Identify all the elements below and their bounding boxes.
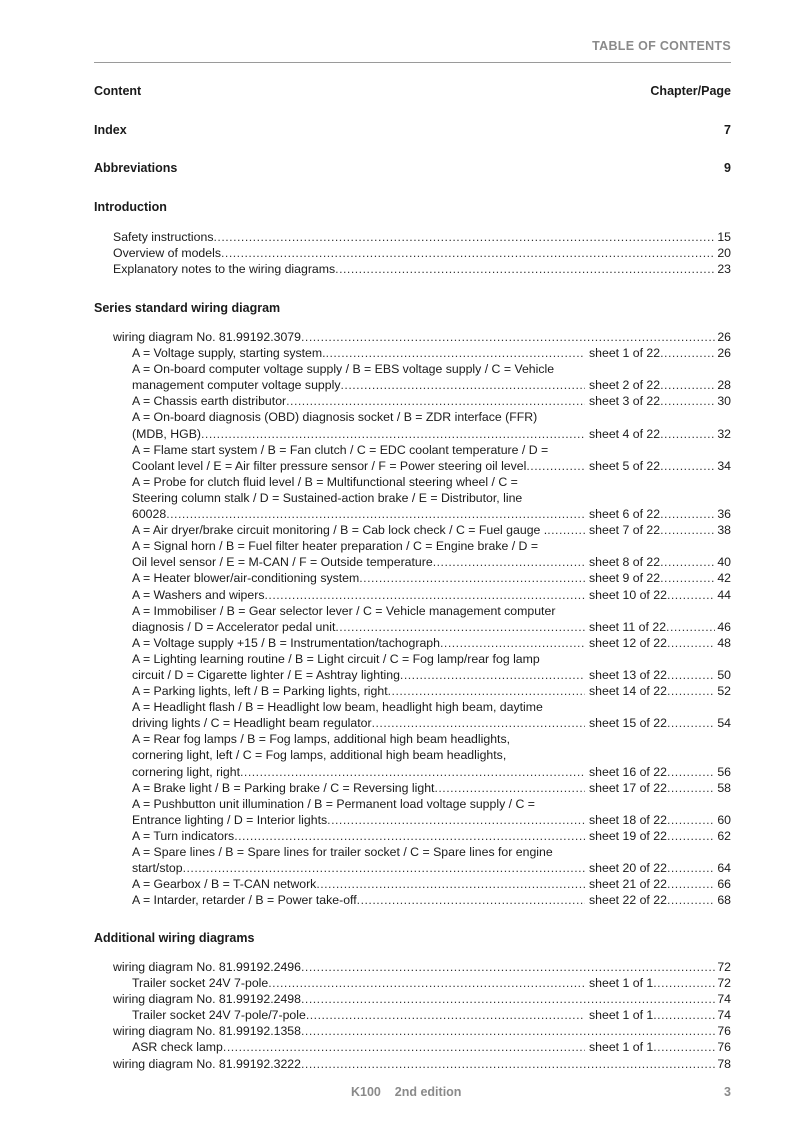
sheet-label: sheet 12 of 22 xyxy=(589,635,667,650)
entry-page: 46 xyxy=(717,619,731,634)
entry-page: 60 xyxy=(717,812,731,827)
footer-edition: K100 2nd edition xyxy=(351,1085,462,1099)
dot-leader xyxy=(660,393,715,409)
entry-page: 58 xyxy=(717,780,731,795)
sheet-desc-line xyxy=(94,538,731,554)
dot-leader xyxy=(183,860,585,876)
dot-leader xyxy=(268,975,585,991)
sheet-entry[interactable] xyxy=(94,345,731,361)
dot-leader xyxy=(667,667,715,683)
entry-text: start/stop xyxy=(132,861,183,876)
dot-leader xyxy=(660,377,715,393)
sheet-last-line xyxy=(94,619,731,635)
sheet-last-line xyxy=(94,892,731,908)
sheet-last-line xyxy=(94,975,731,991)
sheet-desc-part xyxy=(132,570,585,586)
entry-text: Safety instructions xyxy=(113,230,214,244)
header-title: TABLE OF CONTENTS xyxy=(592,39,731,53)
sheet-entry[interactable] xyxy=(94,892,731,908)
sheet-entry[interactable] xyxy=(94,796,731,828)
dot-leader xyxy=(286,393,585,409)
dot-leader xyxy=(264,587,585,603)
entry-text: A = Lighting learning routine / B = Light circuit / C = Fog lamp/rear fog lamp xyxy=(132,651,540,666)
sheet-last-line xyxy=(94,345,731,361)
dot-leader xyxy=(660,554,715,570)
header-divider xyxy=(94,62,731,63)
entry-page: 74 xyxy=(717,992,731,1007)
sheet-desc-line xyxy=(94,474,731,490)
sheet-desc-part xyxy=(132,764,585,780)
sheet-label: sheet 9 of 22 xyxy=(589,571,661,586)
entry-page: 28 xyxy=(717,378,731,393)
entry-page: 76 xyxy=(717,1040,731,1055)
sheet-last-line xyxy=(94,828,731,844)
entry-text: A = Voltage supply +15 / B = Instrumentation/tachograph xyxy=(132,635,440,650)
dot-leader xyxy=(400,667,585,683)
dot-leader xyxy=(223,1039,585,1055)
dot-leader xyxy=(667,715,715,731)
dot-leader xyxy=(301,1023,715,1039)
sheet-desc-part xyxy=(132,619,585,635)
dot-leader xyxy=(667,812,715,828)
entry-page: 54 xyxy=(717,716,731,731)
toc-entry-abbreviations[interactable] xyxy=(94,160,731,176)
sheet-desc-part xyxy=(132,892,585,908)
entry-text: wiring diagram No. 81.99192.2498 xyxy=(113,992,301,1007)
dot-leader xyxy=(213,229,715,245)
dot-leader xyxy=(667,587,715,603)
entry-text: A = Turn indicators xyxy=(132,828,235,843)
dot-leader xyxy=(306,1007,585,1023)
dot-leader xyxy=(653,1007,715,1023)
sheet-label: sheet 15 of 22 xyxy=(589,716,667,731)
dot-leader xyxy=(357,892,585,908)
entry-page: 26 xyxy=(717,346,731,361)
sheet-entry[interactable] xyxy=(94,409,731,441)
sheet-entry[interactable] xyxy=(94,651,731,683)
sheet-last-line xyxy=(94,860,731,876)
sheet-label: sheet 18 of 22 xyxy=(589,812,667,827)
dot-leader xyxy=(221,245,715,261)
entry-page: 72 xyxy=(717,976,731,991)
dot-leader xyxy=(653,975,715,991)
sheet-last-line xyxy=(94,683,731,699)
dot-leader xyxy=(240,764,585,780)
sheet-last-line xyxy=(94,458,731,474)
sheet-label: sheet 17 of 22 xyxy=(589,780,667,795)
sheet-entry[interactable] xyxy=(94,587,731,603)
dot-leader xyxy=(666,619,715,635)
sheet-label: sheet 10 of 22 xyxy=(589,587,667,602)
dot-leader xyxy=(660,570,715,586)
entry-page: 56 xyxy=(717,764,731,779)
sheet-entry[interactable] xyxy=(94,828,731,844)
dot-leader xyxy=(660,522,715,538)
section-title-introduction: Introduction xyxy=(94,200,167,214)
entry-page: 15 xyxy=(717,230,731,244)
sheet-desc-line xyxy=(94,490,731,506)
sheet-desc-part xyxy=(132,812,585,828)
dot-leader xyxy=(301,991,715,1007)
column-headings xyxy=(94,83,731,99)
entry-text: A = Immobiliser / B = Gear selector lever / C = Vehicle management computer xyxy=(132,603,556,618)
sheet-label: sheet 1 of 1 xyxy=(589,1008,654,1023)
entry-text: Oil level sensor / E = M-CAN / F = Outside temperature xyxy=(132,555,433,570)
sheet-last-line xyxy=(94,635,731,651)
sheet-entry[interactable] xyxy=(94,361,731,393)
sheet-entry[interactable] xyxy=(94,876,731,892)
sheet-desc-part xyxy=(132,1007,585,1023)
sheet-label: sheet 5 of 22 xyxy=(589,458,661,473)
entry-page: 74 xyxy=(717,1008,731,1023)
entry-page: 20 xyxy=(717,246,731,261)
sheet-label: sheet 13 of 22 xyxy=(589,667,667,682)
sheet-desc-part xyxy=(132,458,585,474)
sheet-entry[interactable] xyxy=(94,474,731,522)
entry-text: ASR check lamp xyxy=(132,1040,223,1055)
dot-leader xyxy=(301,1056,715,1072)
sheet-label: sheet 16 of 22 xyxy=(589,764,667,779)
dot-leader xyxy=(667,876,715,892)
series-list xyxy=(94,329,731,908)
sheet-last-line xyxy=(94,570,731,586)
entry-text: wiring diagram No. 81.99192.2496 xyxy=(113,960,301,974)
entry-text: A = Rear fog lamps / B = Fog lamps, additional high beam headlights, xyxy=(132,732,511,747)
sheet-label: sheet 8 of 22 xyxy=(589,555,661,570)
entry-text: cornering light, left / C = Fog lamps, additional high beam headlights, xyxy=(132,748,507,763)
entry-page: 38 xyxy=(717,523,731,538)
sheet-desc-line xyxy=(94,603,731,619)
sheet-desc-part xyxy=(132,860,585,876)
additional-list xyxy=(94,959,731,1072)
sheet-desc-line xyxy=(94,844,731,860)
entry-text: wiring diagram No. 81.99192.3222 xyxy=(113,1056,301,1071)
entry-page: 78 xyxy=(717,1056,731,1071)
sheet-desc-part xyxy=(132,345,585,361)
sheet-desc-part xyxy=(132,667,585,683)
sheet-last-line xyxy=(94,506,731,522)
entry-page: 76 xyxy=(717,1024,731,1039)
sheet-label: sheet 4 of 22 xyxy=(589,426,661,441)
sheet-desc-part xyxy=(132,554,585,570)
entry-text: driving lights / C = Headlight beam regulator xyxy=(132,716,372,731)
entry-page: 66 xyxy=(717,877,731,892)
entry-page: 72 xyxy=(717,960,731,974)
entry-text: A = Brake light / B = Parking brake / C = Reversing light xyxy=(132,780,435,795)
sheet-desc-part xyxy=(132,426,585,442)
entry-text: A = Probe for clutch fluid level / B = Multifunctional steering wheel / C = xyxy=(132,474,518,489)
introduction-item[interactable] xyxy=(94,261,731,277)
sheet-desc-part xyxy=(132,683,585,699)
sheet-desc-line xyxy=(94,731,731,747)
entry-text: A = Pushbutton unit illumination / B = Permanent load voltage supply / C = xyxy=(132,796,535,811)
additional-diagram-entry[interactable] xyxy=(94,1023,731,1039)
sheet-desc-part xyxy=(132,635,585,651)
entry-page: 50 xyxy=(717,667,731,682)
dot-leader xyxy=(667,683,715,699)
sheet-entry[interactable] xyxy=(94,442,731,474)
sheet-label: sheet 3 of 22 xyxy=(589,394,661,409)
sheet-label: sheet 19 of 22 xyxy=(589,828,667,843)
dot-leader xyxy=(335,261,715,277)
sheet-last-line xyxy=(94,1039,731,1055)
dot-leader xyxy=(653,1039,715,1055)
dot-leader xyxy=(433,554,585,570)
sheet-last-line xyxy=(94,393,731,409)
series-diagram-entry[interactable] xyxy=(94,329,731,345)
sheet-desc-line xyxy=(94,699,731,715)
dot-leader xyxy=(667,635,715,651)
dot-leader xyxy=(667,892,715,908)
sheet-desc-line xyxy=(94,442,731,458)
introduction-list xyxy=(94,229,731,277)
dot-leader xyxy=(660,345,715,361)
section-title-additional: Additional wiring diagrams xyxy=(94,931,255,945)
entry-page: 23 xyxy=(717,262,731,277)
entry-text: Entrance lighting / D = Interior lights xyxy=(132,812,328,827)
dot-leader xyxy=(359,570,585,586)
dot-leader xyxy=(340,377,585,393)
entry-page: 9 xyxy=(724,161,731,175)
entry-page: 48 xyxy=(717,635,731,650)
sheet-desc-part xyxy=(132,377,585,393)
sheet-desc-part xyxy=(132,876,585,892)
entry-page: 64 xyxy=(717,861,731,876)
sheet-last-line xyxy=(94,764,731,780)
dot-leader xyxy=(667,764,715,780)
dot-leader xyxy=(440,635,585,651)
entry-text: Overview of models xyxy=(113,246,221,261)
sheet-desc-line xyxy=(94,409,731,425)
entry-text: Explanatory notes to the wiring diagrams xyxy=(113,262,336,277)
sheet-desc-part xyxy=(132,587,585,603)
toc-entry-index[interactable] xyxy=(94,122,731,138)
sheet-entry[interactable] xyxy=(94,522,731,538)
sheet-last-line xyxy=(94,780,731,796)
dot-leader xyxy=(660,458,715,474)
entry-text: A = Intarder, retarder / B = Power take-off xyxy=(132,893,357,908)
entry-text: wiring diagram No. 81.99192.3079 xyxy=(113,330,301,344)
entry-text: 60028 xyxy=(132,507,167,522)
entry-text: A = Flame start system / B = Fan clutch / C = EDC coolant temperature / D = xyxy=(132,442,549,457)
sheet-desc-part xyxy=(132,1039,585,1055)
additional-diagram-entry[interactable] xyxy=(94,991,731,1007)
sheet-last-line xyxy=(94,426,731,442)
dot-leader xyxy=(434,780,585,796)
sheet-label: sheet 1 of 22 xyxy=(589,346,661,361)
entry-page: 7 xyxy=(724,123,731,137)
sheet-last-line xyxy=(94,554,731,570)
sheet-entry[interactable] xyxy=(94,731,731,779)
dot-leader xyxy=(667,860,715,876)
section-title-series: Series standard wiring diagram xyxy=(94,301,281,315)
entry-text: A = On-board computer voltage supply / B = EBS voltage supply / C = Vehicle xyxy=(132,362,555,377)
sheet-entry[interactable] xyxy=(94,1007,731,1023)
sheet-label: sheet 22 of 22 xyxy=(589,893,667,908)
entry-text: (MDB, HGB) xyxy=(132,426,201,441)
entry-page: 52 xyxy=(717,684,731,699)
entry-text: A = Air dryer/brake circuit monitoring / B = Cab lock check / C = Fuel gauge . xyxy=(132,523,548,538)
entry-page: 32 xyxy=(717,426,731,441)
entry-page: 36 xyxy=(717,507,731,522)
dot-leader xyxy=(667,828,715,844)
entry-text: circuit / D = Cigarette lighter / E = Ashtray lighting xyxy=(132,667,400,682)
sheet-desc-part xyxy=(132,780,585,796)
sheet-label: sheet 14 of 22 xyxy=(589,684,667,699)
entry-page: 30 xyxy=(717,394,731,409)
sheet-last-line xyxy=(94,876,731,892)
entry-text: A = Headlight flash / B = Headlight low beam, headlight high beam, daytime xyxy=(132,700,543,715)
dot-leader xyxy=(201,426,585,442)
sheet-entry[interactable] xyxy=(94,393,731,409)
entry-text: cornering light, right xyxy=(132,764,240,779)
dot-leader xyxy=(335,619,585,635)
sheet-entry[interactable] xyxy=(94,844,731,876)
entry-text: A = On-board diagnosis (OBD) diagnosis socket / B = ZDR interface (FFR) xyxy=(132,410,538,425)
sheet-entry[interactable] xyxy=(94,603,731,635)
dot-leader xyxy=(667,780,715,796)
sheet-label: sheet 11 of 22 xyxy=(589,619,667,634)
entry-text: wiring diagram No. 81.99192.1358 xyxy=(113,1024,301,1039)
content-heading: Content xyxy=(94,84,142,98)
entry-page: 34 xyxy=(717,458,731,473)
sheet-desc-part xyxy=(132,975,585,991)
sheet-desc-part xyxy=(132,522,585,538)
entry-text: Trailer socket 24V 7-pole/7-pole xyxy=(132,1008,306,1023)
sheet-desc-part xyxy=(132,828,585,844)
sheet-entry[interactable] xyxy=(94,1039,731,1055)
entry-text: Trailer socket 24V 7-pole xyxy=(132,976,269,991)
introduction-item[interactable] xyxy=(94,245,731,261)
sheet-last-line xyxy=(94,522,731,538)
footer-page-number: 3 xyxy=(724,1085,731,1099)
dot-leader xyxy=(301,959,715,975)
entry-page: 42 xyxy=(717,571,731,586)
dot-leader xyxy=(326,345,585,361)
entry-text: Coolant level / E = Air filter pressure sensor / F = Power steering oil level xyxy=(132,458,527,473)
sheet-label: sheet 2 of 22 xyxy=(589,378,661,393)
sheet-entry[interactable] xyxy=(94,683,731,699)
entry-text: A = Washers and wipers xyxy=(132,587,265,602)
additional-diagram-entry[interactable] xyxy=(94,1056,731,1072)
sheet-label: sheet 6 of 22 xyxy=(589,507,661,522)
dot-leader xyxy=(547,522,585,538)
sheet-label: sheet 1 of 1 xyxy=(589,976,654,991)
entry-text: Steering column stalk / D = Sustained-action brake / E = Distributor, line xyxy=(132,490,523,505)
dot-leader xyxy=(316,876,585,892)
dot-leader xyxy=(372,715,585,731)
entry-text: A = Signal horn / B = Fuel filter heater preparation / C = Engine brake / D = xyxy=(132,539,539,554)
sheet-entry[interactable] xyxy=(94,699,731,731)
dot-leader xyxy=(327,812,585,828)
sheet-desc-line xyxy=(94,747,731,763)
dot-leader xyxy=(388,683,585,699)
sheet-last-line xyxy=(94,812,731,828)
sheet-last-line xyxy=(94,1007,731,1023)
sheet-entry[interactable] xyxy=(94,780,731,796)
sheet-desc-part xyxy=(132,393,585,409)
dot-leader xyxy=(234,828,585,844)
dot-leader xyxy=(526,458,585,474)
sheet-label: sheet 21 of 22 xyxy=(589,877,667,892)
introduction-item[interactable] xyxy=(94,229,731,245)
sheet-entry[interactable] xyxy=(94,635,731,651)
chapter-page-heading: Chapter/Page xyxy=(650,84,731,98)
sheet-last-line xyxy=(94,667,731,683)
entry-text: A = Voltage supply, starting system. xyxy=(132,346,326,361)
sheet-entry[interactable] xyxy=(94,570,731,586)
additional-diagram-entry[interactable] xyxy=(94,959,731,975)
sheet-desc-part xyxy=(132,506,585,522)
entry-label: Index xyxy=(94,123,127,137)
dot-leader xyxy=(301,329,715,345)
entry-text: A = Chassis earth distributor xyxy=(132,394,287,409)
entry-page: 68 xyxy=(717,893,731,908)
entry-text: A = Spare lines / B = Spare lines for trailer socket / C = Spare lines for engine xyxy=(132,845,553,859)
sheet-desc-line xyxy=(94,796,731,812)
entry-text: A = Gearbox / B = T-CAN network xyxy=(132,877,317,892)
sheet-entry[interactable] xyxy=(94,975,731,991)
sheet-desc-part xyxy=(132,715,585,731)
sheet-label: sheet 1 of 1 xyxy=(589,1040,654,1055)
entry-page: 26 xyxy=(717,330,731,344)
entry-text: diagnosis / D = Accelerator pedal unit xyxy=(132,619,336,634)
sheet-desc-line xyxy=(94,651,731,667)
entry-text: A = Heater blower/air-conditioning system xyxy=(132,571,360,586)
entry-page: 40 xyxy=(717,555,731,570)
dot-leader xyxy=(166,506,585,522)
dot-leader xyxy=(660,506,715,522)
sheet-desc-line xyxy=(94,361,731,377)
entry-label: Abbreviations xyxy=(94,161,178,175)
sheet-label: sheet 7 of 22 xyxy=(589,523,661,538)
sheet-label: sheet 20 of 22 xyxy=(589,861,667,876)
dot-leader xyxy=(660,426,715,442)
sheet-entry[interactable] xyxy=(94,538,731,570)
entry-text: management computer voltage supply xyxy=(132,378,341,393)
sheet-last-line xyxy=(94,377,731,393)
sheet-last-line xyxy=(94,715,731,731)
entry-page: 62 xyxy=(717,828,731,843)
entry-page: 44 xyxy=(717,587,731,602)
sheet-last-line xyxy=(94,587,731,603)
entry-text: A = Parking lights, left / B = Parking lights, right xyxy=(132,684,388,699)
